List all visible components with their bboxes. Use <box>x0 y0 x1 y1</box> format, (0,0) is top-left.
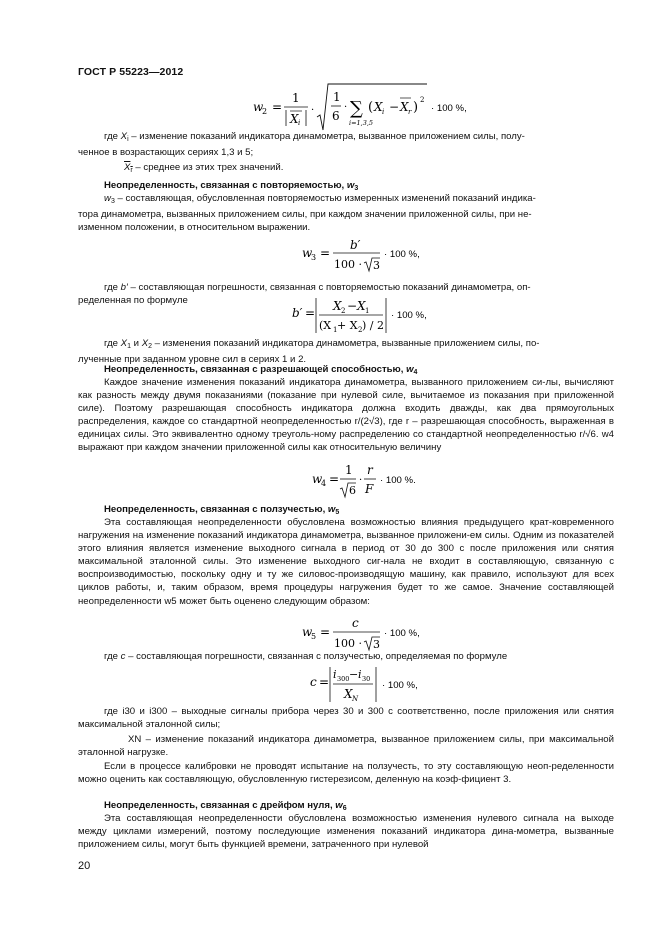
paragraph-xi-def: где $X_i$ – изменение показаний индикатора динамометра, вызванное приложением силы, полу- ченное в возрастающих сериях 1,3 и 5; <box>78 131 525 159</box>
formula-c <box>306 663 446 707</box>
w5-lhs-sub: 5 <box>311 632 317 641</box>
svg-text:=: = <box>329 472 340 486</box>
paragraph-resolution: Каждое значение изменения показаний индикатора динамометра, вызванного приложением си-лы, вычисляют как разность между двумя показаниями (показание при нулевой силе, вычитаемое из показания при приложенной силе). Поэтому разрешающая способность индикатора должна входить дважды, как два прямоугольных распределения, каждое со стандартной неопределенностью r/(2√3), где r – разрешающая способность, выраженная в единицах силы. Это эквивалентно одному треуголь-ному распределению со стандартной неопределенностью r/√6. w4 выражают при каждом значении приложенной силы как относительную величину <box>78 377 614 454</box>
w2-sum: ∑ <box>350 98 363 119</box>
w2-body-sub: i <box>382 108 385 116</box>
w3-pct: · 100 %, <box>384 249 420 260</box>
formula-w4 <box>308 461 448 501</box>
bprime-n1s: 2 <box>341 307 346 315</box>
bprime-n1: X <box>333 299 342 313</box>
w4-lhs: w <box>312 472 323 486</box>
c-minus: − <box>349 668 359 681</box>
svg-text:=: = <box>305 306 316 320</box>
bprime-lhs: b′ <box>292 306 303 320</box>
svg-text:·: · <box>359 475 363 486</box>
w2-sq: 2 <box>420 96 425 104</box>
svg-text:=: = <box>320 625 331 639</box>
formula-w3 <box>298 234 448 278</box>
w2-frac-den: 6 <box>332 109 340 123</box>
w4-pct: · 100 %. <box>380 475 416 486</box>
c-n1: i <box>333 668 337 681</box>
heading-w3: Неопределенность, связанная с повторяемостью, $w_3$ <box>104 180 359 192</box>
w4-rden: F <box>365 482 374 496</box>
w2-num: 1 <box>292 91 300 105</box>
paragraph-i30-def: где i30 и i300 – выходные сигналы прибора через 30 и 300 с соответственно, после приложения или снятия максимальной эталонной силы; <box>78 706 614 731</box>
w2-body-Xr: X <box>400 100 409 114</box>
svg-text:): ) <box>413 100 419 115</box>
bprime-d3: ) / 2 <box>362 319 384 332</box>
paragraph-xr-def: $X_r$ – среднее из этих трех значений. <box>124 162 284 174</box>
c-pct: · 100 %, <box>382 680 418 691</box>
svg-text:·: · <box>344 102 348 113</box>
w2-frac-num: 1 <box>333 90 341 104</box>
w5-root: 3 <box>373 638 380 651</box>
w3-den: 100 · <box>334 258 362 271</box>
w4-root: 6 <box>349 484 356 497</box>
w5-lhs: w <box>302 625 313 639</box>
w3-lhs: w <box>302 246 313 260</box>
paragraph-hysteresis: Если в процессе калибровки не проводят испытание на ползучесть, то эту составляющую неоп-ределенности можно оценить как составляющую, обусловленную гистерезисом, деленную на коэф-фициент 3. <box>78 761 614 786</box>
page-number: 20 <box>78 860 91 872</box>
w4-num: 1 <box>345 463 353 477</box>
w2-body-X: X <box>374 100 383 114</box>
heading-w6: Неопределенность, связанная с дрейфом нуля, $w_6$ <box>104 800 347 812</box>
svg-text:·: · <box>311 105 315 116</box>
bprime-d1s: 1 <box>333 326 338 334</box>
formula-w2 <box>250 80 490 136</box>
w2-den-X: X <box>290 112 299 126</box>
paragraph-xn-def: XN – изменение показаний индикатора динамометра, вызванное приложением силы, при максимальной эталонной нагрузке. <box>78 734 614 759</box>
document-header: ГОСТ Р 55223—2012 <box>78 66 184 78</box>
w5-den: 100 · <box>334 637 362 650</box>
c-n1s: 300 <box>337 675 350 683</box>
w2-den-sub: i <box>298 119 301 127</box>
c-n2s: 30 <box>362 675 371 683</box>
heading-w4: Неопределенность, связанная с разрешающей способностью, $w_4$ <box>104 364 418 376</box>
w2-lhs-sub: 2 <box>262 107 268 116</box>
heading-w5: Неопределенность, связанная с ползучестью, $w_5$ <box>104 504 340 516</box>
formula-bprime <box>288 294 448 338</box>
svg-text:=: = <box>272 100 283 114</box>
w5-num: c <box>352 616 359 630</box>
bprime-d1: (X <box>319 319 332 332</box>
c-den: X <box>344 687 353 701</box>
paragraph-c-def: где c – составляющая погрешности, связанная с ползучестью, определяемая по формуле <box>104 651 508 662</box>
bprime-d2s: 2 <box>358 326 363 334</box>
w3-root: 3 <box>373 259 380 272</box>
w2-body-minus: − <box>389 100 400 114</box>
c-n2: i <box>358 668 362 681</box>
bprime-minus: − <box>347 299 358 313</box>
paragraph-creep: Эта составляющая неопределенности обусловлена возможностью влияния предыдущего крат-ковременного нагружения на изменение показаний индикатора динамометра, вызванное приложени-ем силы. Одним из показателей этого влияния является изменение выходного сигнала в период от 30 до 300 с после приложения или снятия максимальной эталонной силы. Это изменение выходного сиг-нала не входит в составляющую, связанную с воспроизводимостью, поскольку одну и ту же силовос-производящую машину, как правило, используют для всех циклов работы, и, таким образом, время процедуры нагружения будет то же самое. Значение составляющей неопределенности w5 может быть оценено следующим образом: <box>78 517 614 607</box>
bprime-n2: X <box>357 299 366 313</box>
paragraph-zero-drift: Эта составляющая неопределенности обусловлена возможностью изменения нулевого сигнала на выходе между циклами измерений, поэтому последующие изменения показаний индикатора дина-мометра, вызванные приложением силы, могут быть функцией времени, затраченного при нулевой <box>78 813 614 851</box>
w5-pct: · 100 %, <box>384 628 420 639</box>
w2-pct: · 100 %, <box>431 103 467 114</box>
w4-lhs-sub: 4 <box>321 479 327 488</box>
w3-lhs-sub: 3 <box>311 253 317 262</box>
paragraph-w3: $w_3$ – составляющая, обусловленная повторяемостью измеренных изменений показаний индика- тора динамометра, вызванных приложением силы, при каждом значении приложенной силы, при не- изменном положении, в относительном выражении. <box>78 193 536 234</box>
bprime-pct: · 100 %, <box>391 310 427 321</box>
paragraph-bprime-def: где b′ – составляющая погрешности, связанная с повторяемостью показаний динамометра, оп- ределенная по формуле <box>78 282 531 307</box>
svg-text:(: ( <box>368 100 374 115</box>
paragraph-x1x2-def: где $X_1$ и $X_2$ – изменения показаний индикатора динамометра, вызванные приложением силы, по- лученные при заданном уровне сил в сериях 1 и 2. <box>78 338 540 366</box>
w2-lhs: w <box>253 100 264 114</box>
w3-num: b′ <box>350 238 361 252</box>
bprime-n2s: 1 <box>365 307 370 315</box>
w4-rnum: r <box>367 463 373 477</box>
w2-sum-under: i=1,3,5 <box>349 119 374 127</box>
w2-body-r: r <box>408 108 412 116</box>
bprime-plus: + X <box>337 319 358 332</box>
svg-text:=: = <box>320 246 331 260</box>
c-den-sub: N <box>352 695 359 703</box>
c-lhs: c <box>310 675 317 689</box>
svg-text:=: = <box>319 675 330 689</box>
